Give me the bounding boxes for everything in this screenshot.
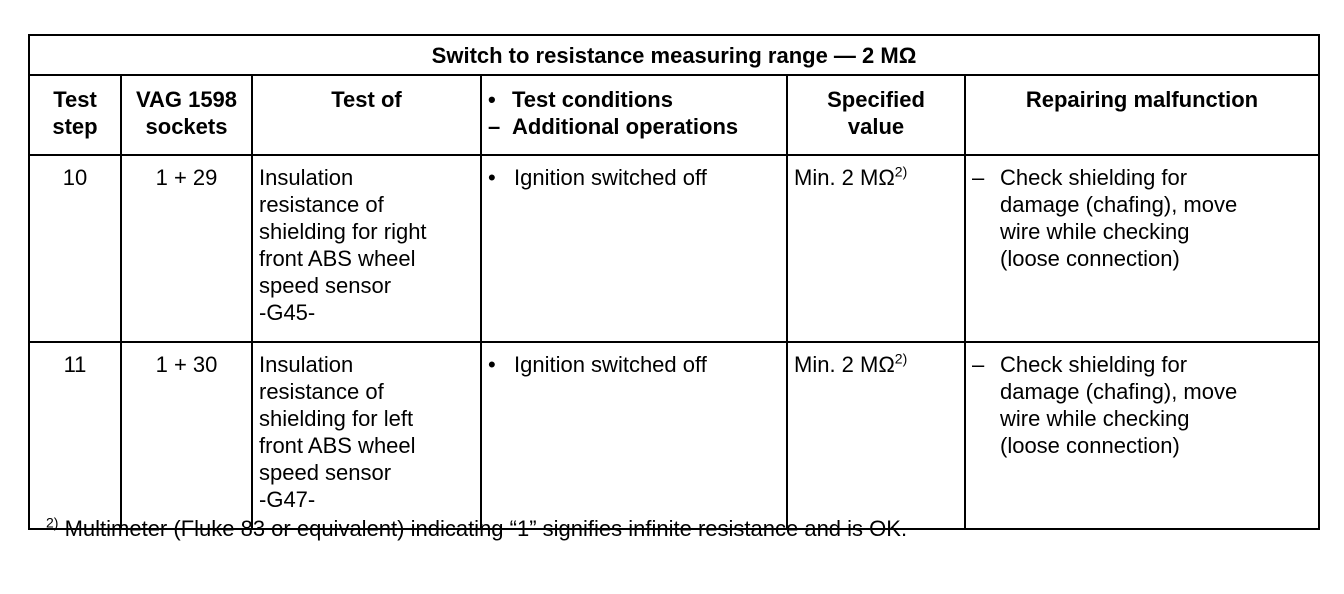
header-sockets-line2: sockets <box>145 114 228 139</box>
header-test-of: Test of <box>252 75 481 155</box>
repair-line: damage (chafing), move <box>1000 192 1238 217</box>
test-specification-table <box>28 34 1320 530</box>
row-conditions <box>481 155 787 342</box>
header-conditions-line2: Additional operations <box>512 114 739 139</box>
row-repair <box>965 342 1319 529</box>
test-of-line: -G47- <box>259 487 316 512</box>
table-banner: Switch to resistance measuring range — 2 MΩ <box>29 35 1319 75</box>
row-sockets: 1 + 30 <box>121 342 252 529</box>
footnote-text: Multimeter (Fluke 83 or equivalent) indicating “1” signifies infinite resistance and is OK. <box>58 516 908 541</box>
footnote-mark: 2) <box>46 514 59 531</box>
specified-text: Min. 2 MΩ <box>794 352 895 377</box>
header-specified-line1: Specified <box>827 87 925 112</box>
test-of-line: speed sensor <box>259 273 392 298</box>
test-of-line: front ABS wheel <box>259 433 416 458</box>
header-specified-line2: value <box>847 114 905 139</box>
condition-text: Ignition switched off <box>514 165 707 190</box>
repair-line: Check shielding for <box>1000 165 1188 190</box>
table-row <box>29 342 1319 529</box>
row-repair <box>965 155 1319 342</box>
dash-icon: – <box>972 352 985 377</box>
footnote-ref: 2) <box>894 350 908 367</box>
header-test-step-line2: step <box>52 114 98 139</box>
footnote <box>46 516 907 542</box>
header-sockets-line1: VAG 1598 <box>135 87 238 112</box>
test-of-line: front ABS wheel <box>259 246 416 271</box>
repair-line: wire while checking <box>1000 219 1190 244</box>
row-specified-value <box>787 155 965 342</box>
test-of-line: Insulation <box>259 165 354 190</box>
row-sockets: 1 + 29 <box>121 155 252 342</box>
row-test-of <box>252 342 481 529</box>
bullet-icon: • <box>488 87 496 112</box>
row-conditions <box>481 342 787 529</box>
header-test-step-line1: Test <box>53 87 97 112</box>
repair-line: wire while checking <box>1000 406 1190 431</box>
condition-text: Ignition switched off <box>514 352 707 377</box>
test-of-line: -G45- <box>259 300 316 325</box>
test-of-line: speed sensor <box>259 460 392 485</box>
dash-icon: – <box>488 114 501 139</box>
row-test-step: 11 <box>29 342 121 529</box>
header-conditions <box>481 75 787 155</box>
test-of-line: shielding for right <box>259 219 427 244</box>
test-of-line: Insulation <box>259 352 354 377</box>
footnote-ref: 2) <box>894 163 908 180</box>
bullet-icon: • <box>488 352 496 377</box>
test-of-line: resistance of <box>259 192 384 217</box>
row-specified-value <box>787 342 965 529</box>
header-repairing: Repairing malfunction <box>965 75 1319 155</box>
header-specified-value <box>787 75 965 155</box>
header-sockets <box>121 75 252 155</box>
table-row <box>29 155 1319 342</box>
specified-text: Min. 2 MΩ <box>794 165 895 190</box>
row-test-of <box>252 155 481 342</box>
spec-table-wrapper <box>28 34 1318 530</box>
repair-line: (loose connection) <box>1000 246 1180 271</box>
header-test-step <box>29 75 121 155</box>
test-of-line: resistance of <box>259 379 384 404</box>
test-of-line: shielding for left <box>259 406 414 431</box>
repair-line: damage (chafing), move <box>1000 379 1238 404</box>
row-test-step: 10 <box>29 155 121 342</box>
bullet-icon: • <box>488 165 496 190</box>
header-row <box>29 75 1319 155</box>
header-conditions-line1: Test conditions <box>512 87 673 112</box>
repair-line: Check shielding for <box>1000 352 1188 377</box>
repair-line: (loose connection) <box>1000 433 1180 458</box>
dash-icon: – <box>972 165 985 190</box>
